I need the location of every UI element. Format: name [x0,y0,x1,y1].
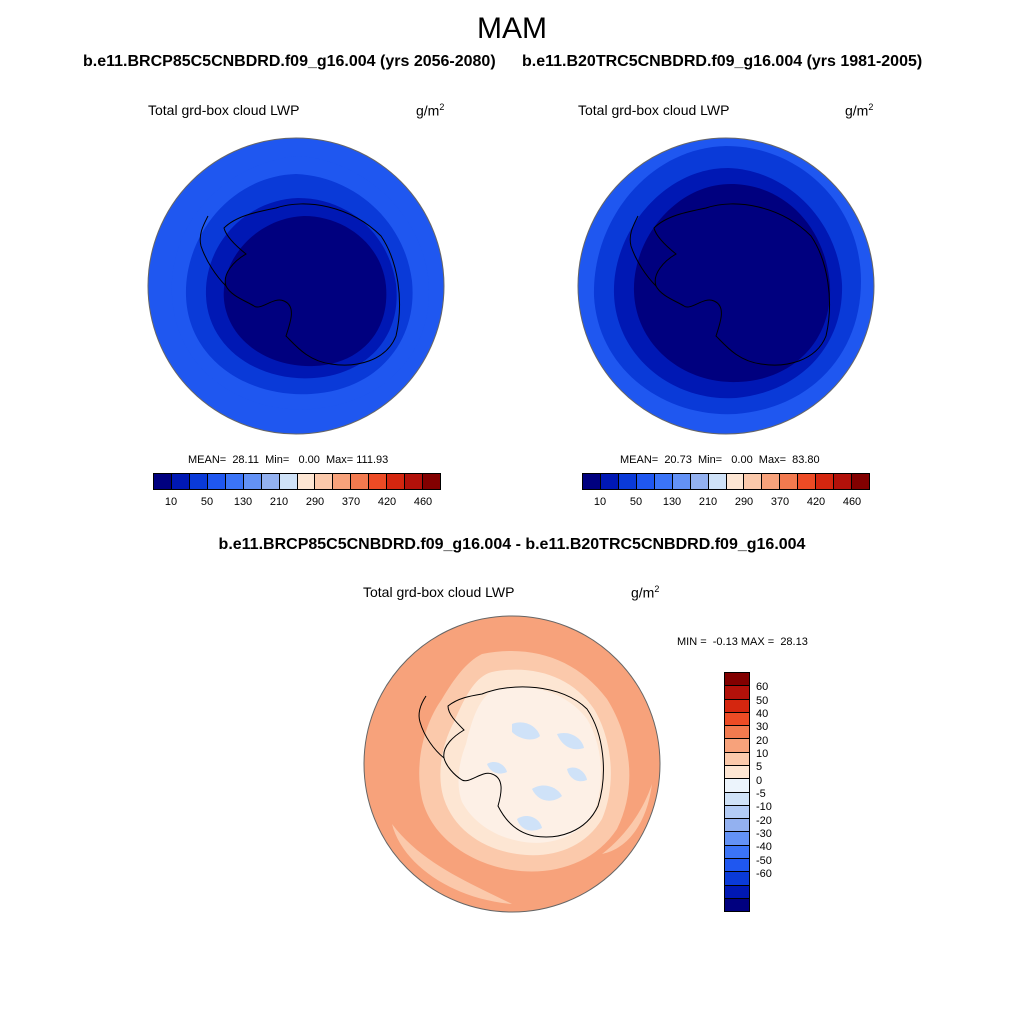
panel-1-case-title: b.e11.BRCP85C5CNBDRD.f09_g16.004 (yrs 2056-2080) [83,53,496,70]
panel-1-polar-map [146,136,446,436]
colorbar-tick-label: 50 [629,496,643,508]
colorbar-swatch [725,766,749,779]
colorbar-swatch [725,793,749,806]
colorbar-swatch [725,779,749,792]
colorbar-swatch [226,474,244,489]
colorbar-tick-label: 130 [662,496,682,508]
colorbar-tick-label: -50 [756,854,772,867]
colorbar-swatch [423,474,440,489]
colorbar-swatch [852,474,869,489]
panel-3-stats: MIN = -0.13 MAX = 28.13 [677,636,808,648]
colorbar-swatch [262,474,280,489]
colorbar-swatch [725,859,749,872]
colorbar-swatch [725,872,749,885]
colorbar-swatch [727,474,745,489]
colorbar-swatch [725,673,749,686]
colorbar-tick-label: 370 [770,496,790,508]
colorbar-swatch [798,474,816,489]
colorbar-swatch [725,899,749,911]
panel-2-variable-label: Total grd-box cloud LWP [578,102,730,118]
colorbar-swatch [725,700,749,713]
colorbar-tick-label: 50 [756,694,769,707]
colorbar-tick-label: 10 [756,748,769,760]
difference-title: b.e11.BRCP85C5CNBDRD.f09_g16.004 - b.e11.B20TRC5CNBDRD.f09_g16.004 [218,536,806,553]
colorbar-swatch [333,474,351,489]
colorbar-swatch [744,474,762,489]
colorbar-tick-label: 10 [593,496,607,508]
colorbar-tick-label: -10 [756,801,772,814]
colorbar-tick-label: 420 [377,496,397,508]
colorbar-swatch [280,474,298,489]
colorbar-swatch [725,846,749,859]
colorbar-swatch [709,474,727,489]
panel-3-difference-map [362,614,662,914]
panel-2-colorbar-labels [582,496,870,510]
colorbar-tick-label: 0 [756,774,763,787]
colorbar-swatch [673,474,691,489]
panel-3-variable-label: Total grd-box cloud LWP [363,584,515,600]
colorbar-tick-label: 40 [756,708,769,720]
colorbar-tick-label: -5 [756,788,766,800]
colorbar-swatch [655,474,673,489]
colorbar-tick-label: -20 [756,814,772,827]
colorbar-tick-label: 210 [269,496,289,508]
colorbar-swatch [725,713,749,726]
colorbar-swatch [725,753,749,766]
colorbar-swatch [725,686,749,699]
colorbar-tick-label: 460 [842,496,862,508]
colorbar-swatch [244,474,262,489]
colorbar-swatch [725,739,749,752]
panel-1-units: $g/m^2$ [416,102,445,119]
colorbar-swatch [351,474,369,489]
colorbar-tick-label: 290 [305,496,325,508]
colorbar-tick-label: -30 [756,828,772,840]
colorbar-tick-label: 50 [200,496,214,508]
season-title: MAM [477,12,547,45]
colorbar-swatch [691,474,709,489]
colorbar-swatch [780,474,798,489]
panel-3-units: $g/m^2$ [631,584,660,601]
colorbar-tick-label: -60 [756,868,772,880]
colorbar-tick-label: 20 [756,734,769,747]
colorbar-swatch [298,474,316,489]
colorbar-swatch [601,474,619,489]
colorbar-swatch [190,474,208,489]
colorbar-tick-label: 460 [413,496,433,508]
colorbar-tick-label: 130 [233,496,253,508]
colorbar-swatch [387,474,405,489]
colorbar-swatch [405,474,423,489]
colorbar-swatch [816,474,834,489]
panel-2-stats: MEAN= 20.73 Min= 0.00 Max= 83.80 [620,454,820,466]
colorbar-swatch [834,474,852,489]
colorbar-tick-label: 30 [756,721,769,734]
colorbar-tick-label: 10 [164,496,178,508]
panel-2-units: $g/m^2$ [845,102,874,119]
colorbar-swatch [725,832,749,845]
panel-2-case-title: b.e11.B20TRC5CNBDRD.f09_g16.004 (yrs 1981-2005) [522,53,923,70]
colorbar-tick-label: 210 [698,496,718,508]
colorbar-swatch [369,474,387,489]
panel-3-colorbar-labels [756,672,796,912]
panel-1-variable-label: Total grd-box cloud LWP [148,102,300,118]
colorbar-swatch [583,474,601,489]
colorbar-swatch [725,886,749,899]
colorbar-swatch [762,474,780,489]
colorbar-tick-label: 420 [806,496,826,508]
colorbar-tick-label: -40 [756,841,772,854]
colorbar-swatch [637,474,655,489]
colorbar-tick-label: 370 [341,496,361,508]
colorbar-swatch [172,474,190,489]
colorbar-swatch [154,474,172,489]
colorbar-swatch [725,726,749,739]
panel-1-colorbar [153,473,441,490]
panel-3-colorbar [724,672,750,912]
colorbar-tick-label: 5 [756,761,763,774]
colorbar-tick-label: 60 [756,681,769,694]
colorbar-swatch [619,474,637,489]
panel-2-polar-map [576,136,876,436]
colorbar-swatch [725,819,749,832]
colorbar-swatch [725,806,749,819]
colorbar-swatch [315,474,333,489]
panel-1-colorbar-labels [153,496,441,510]
colorbar-tick-label: 290 [734,496,754,508]
colorbar-swatch [208,474,226,489]
panel-1-stats: MEAN= 28.11 Min= 0.00 Max= 111.93 [188,454,389,466]
panel-2-colorbar [582,473,870,490]
